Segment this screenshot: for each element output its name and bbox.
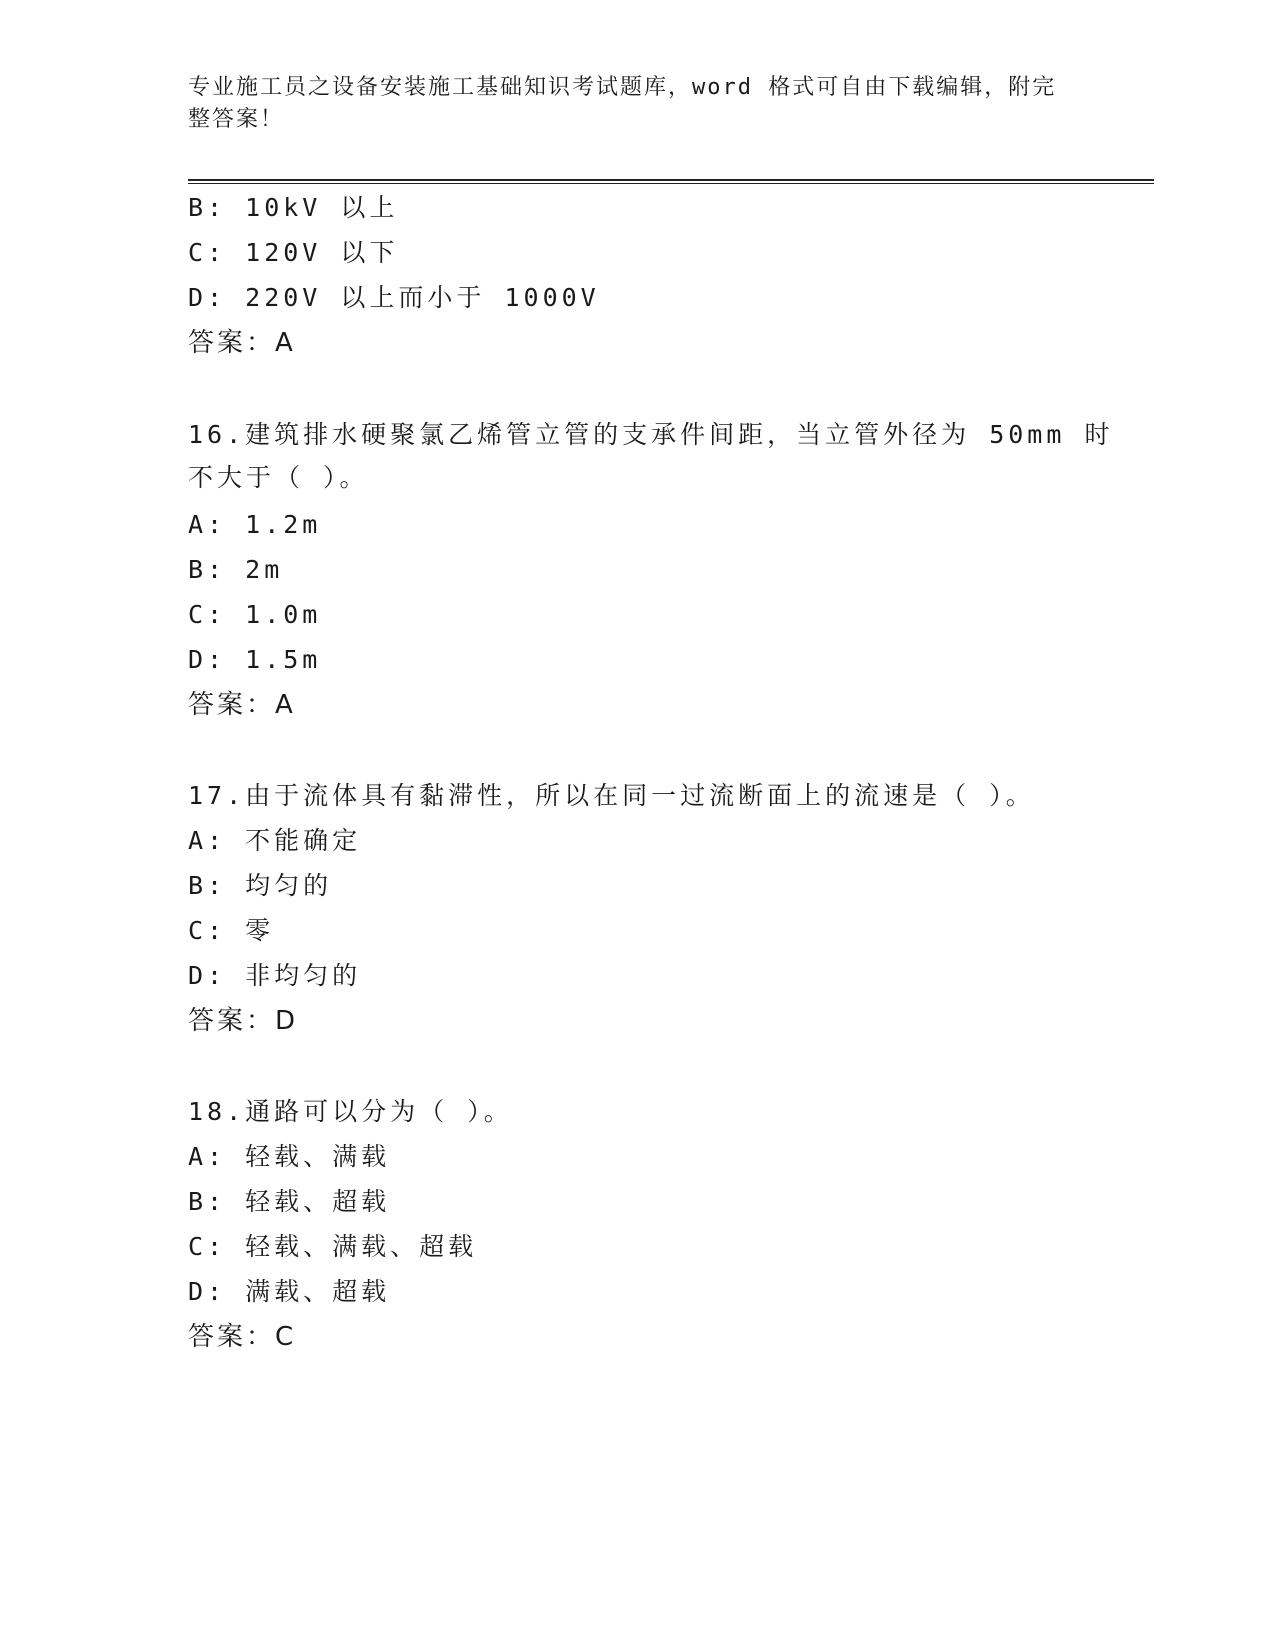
q18-option-d: D: 满载、超载: [188, 1277, 391, 1306]
q16-answer: 答案：A: [188, 690, 296, 720]
q16-option-d: D: 1.5m: [188, 645, 322, 674]
q16-option-b: B: 2m: [188, 555, 284, 584]
document-header: [188, 72, 1088, 136]
header-divider-thin: [188, 183, 1154, 184]
header-line-1: 专业施工员之设备安装施工基础知识考试题库，word 格式可自由下载编辑，附完: [188, 75, 1057, 100]
q18-stem: 18.通路可以分为（ ）。: [188, 1097, 513, 1126]
q17-answer: 答案：D: [188, 1006, 299, 1036]
q15-answer: 答案：A: [188, 328, 296, 358]
q15-option-d: D: 220V 以上而小于 1000V: [188, 283, 600, 312]
q18-answer: 答案：C: [188, 1322, 297, 1352]
q16-option-c: C: 1.0m: [188, 600, 322, 629]
q16-stem-line-2: 不大于（ ）。: [188, 463, 369, 492]
q15-option-b: B: 10kV 以上: [188, 193, 399, 222]
q18-option-c: C: 轻载、满载、超载: [188, 1232, 478, 1261]
q17-option-b: B: 均匀的: [188, 871, 333, 900]
q17-stem: 17.由于流体具有黏滞性，所以在同一过流断面上的流速是（ ）。: [188, 781, 1035, 810]
q15-option-c: C: 120V 以下: [188, 238, 399, 267]
q16-option-a: A: 1.2m: [188, 510, 322, 539]
header-line-2: 整答案！: [188, 107, 285, 132]
q18-option-b: B: 轻载、超载: [188, 1187, 391, 1216]
q17-option-a: A: 不能确定: [188, 826, 362, 855]
q18-option-a: A: 轻载、满载: [188, 1142, 391, 1171]
q17-option-d: D: 非均匀的: [188, 961, 362, 990]
q17-option-c: C: 零: [188, 916, 275, 945]
header-divider-thick: [188, 179, 1154, 181]
q16-stem-line-1: 16.建筑排水硬聚氯乙烯管立管的支承件间距，当立管外径为 50mm 时: [188, 420, 1114, 449]
